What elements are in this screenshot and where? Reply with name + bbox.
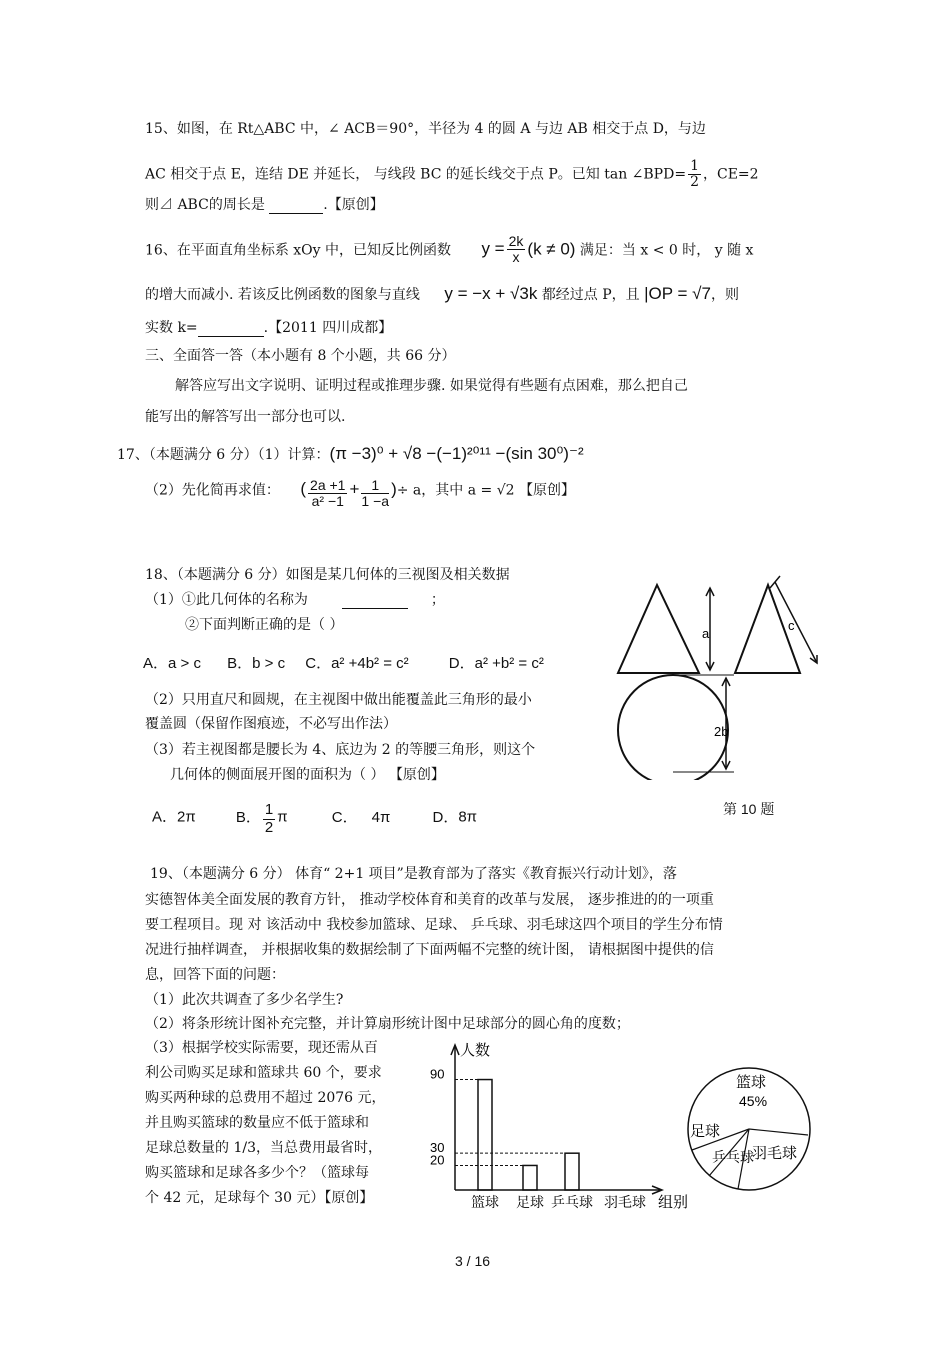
pie-label-pingpong: 乒乓球 <box>712 1149 754 1165</box>
q16-line1-end: 满足：当 x < 0 时， y 随 x <box>579 242 754 259</box>
three-view-figure <box>610 570 830 780</box>
q17-expression: (π −3)⁰ + √8 −(−1)²⁰¹¹ −(sin 30⁰)⁻² <box>329 444 584 463</box>
q15-answer-blank[interactable] <box>269 199 323 214</box>
q18-ans-c: 4π <box>371 808 391 826</box>
q19-sub3-l6: 购买篮球和足球各多少个？（篮球每 <box>145 1165 369 1181</box>
q18-ans-b-den: 2 <box>264 818 274 836</box>
q18-ans-b-num: 1 <box>264 801 274 818</box>
bar-2 <box>565 1153 579 1190</box>
slant-tick-top <box>770 576 780 588</box>
top-view-circle <box>618 675 728 780</box>
q15-line3 <box>145 197 384 214</box>
q16-line-eq: y = −x + √3k <box>444 284 538 303</box>
q19-sub2: （2）将条形统计图补充完整，并计算扇形统计图中足球部分的圆心角的度数； <box>145 1016 630 1032</box>
q18-answers <box>152 802 477 836</box>
q18-line6: 覆盖圆（保留作图痕迹，不必写出作法） <box>145 716 397 732</box>
q18-line2 <box>145 592 445 609</box>
q16-func-den: x <box>512 249 520 266</box>
q19-sub3-l2: 利公司购买足球和篮球共 60 个，要求 <box>145 1065 382 1081</box>
q18-line1: 18、（本题满分 6 分）如图是某几何体的三视图及相关数据 <box>145 567 510 583</box>
q16-line2-mid: 都经过点 P，且 <box>541 287 640 303</box>
q15-frac-den: 2 <box>690 174 699 191</box>
q17-line1-text: 17、（本题满分 6 分）（1）计算： <box>117 447 330 463</box>
q19-line4: 况进行抽样调查， 并根据收集的数据绘制了下面两幅不完整的统计图， 请根据图中提供的信 <box>145 942 714 958</box>
q16-answer-blank[interactable] <box>198 322 264 337</box>
q18-ans-d: 8π <box>458 808 478 826</box>
front-view-triangle <box>618 585 699 673</box>
pie-pct-basketball: 45% <box>739 1093 768 1109</box>
q15-line3-text: 则⊿ ABC的周长是 <box>145 197 265 213</box>
q16-line3-end: .【2011 四川成都】 <box>263 320 393 336</box>
q15-line1: 15、如图，在 Rt△ABC 中，∠ ACB＝90°，半径为 4 的圆 A 与边 AB 相交于点 D，与边 <box>145 121 706 137</box>
q18-ans-b-frac <box>263 802 275 836</box>
q15-fraction <box>688 159 701 191</box>
pie-label-football: 足球 <box>690 1123 721 1140</box>
q19-sub3-l7: 个 42 元，足球每个 30 元）【原创】 <box>145 1190 374 1206</box>
q17-frac1 <box>308 478 347 510</box>
label-2b: 2b <box>714 724 729 739</box>
bar-1 <box>523 1165 537 1190</box>
q18-ans-b-label: B． <box>235 808 261 826</box>
q18-ans-a-label: A． <box>152 808 178 826</box>
q19-line1: 19、（本题满分 6 分） 体育“ 2+1 项目”是教育部为了落实《教育振兴行动计划》，落 <box>150 866 677 882</box>
q17-line2-end: ÷ a，其中 a = √2 【原创】 <box>396 482 575 499</box>
q17-line2-text: （2）先化简再求值： <box>145 482 280 499</box>
pie-label-badminton: 羽毛球 <box>752 1145 798 1162</box>
q16-line3 <box>145 320 392 337</box>
figure-caption: 第 10 题 <box>723 801 775 817</box>
q17-frac1-den: a² −1 <box>311 493 344 510</box>
q15-line3-end: .【原创】 <box>323 197 384 213</box>
q18-line2-text: （1）①此几何体的名称为 <box>145 592 308 608</box>
q17-plus: + <box>349 479 360 499</box>
q18-ans-c-label: C． <box>331 808 358 826</box>
bar-chart <box>420 1035 700 1220</box>
q18-line5: （2）只用直尺和圆规，在主视图中做出能覆盖此三角形的最小 <box>145 692 532 708</box>
q19-line3: 要工程项目。现 对 该活动中 我校参加篮球、足球、 乒乓球、羽毛球这四个项目的学生分布情 <box>145 917 723 933</box>
bar-category-label-0: 篮球 <box>471 1194 499 1210</box>
q18-option-d: D．a² +b² = c² <box>448 655 544 672</box>
q17-close-paren: ) <box>391 479 397 499</box>
q16-op-eq: |OP = √7 <box>644 284 711 303</box>
page-number: 3 / 16 <box>455 1253 491 1269</box>
bar-tick-label-0: 20 <box>430 1152 445 1168</box>
q19-sub3-l3: 购买两种球的总费用不超过 2076 元， <box>145 1090 386 1106</box>
q15-frac-num: 1 <box>690 158 699 174</box>
bar-0 <box>478 1080 492 1190</box>
q18-ans-a: 2π <box>177 808 196 826</box>
q16-line1 <box>145 234 753 266</box>
label-c: c <box>788 618 795 633</box>
q16-line2-end: ，则 <box>710 287 739 303</box>
q18-line3: ②下面判断正确的是（ ） <box>185 617 344 633</box>
q15-line2-text: AC 相交于点 E，连结 DE 并延长， 与线段 BC 的延长线交于点 P。已知 tan ∠BPD= <box>145 166 687 183</box>
q17-line2 <box>145 478 575 510</box>
q17-frac2-den: 1 −a <box>361 493 390 510</box>
q19-line5: 息，回答下面的问题： <box>145 967 285 983</box>
bar-tick-label-1: 30 <box>430 1140 445 1156</box>
q16-func-y: y = <box>481 239 505 259</box>
q16-line2-text: 的增大而减小. 若该反比例函数的图象与直线 <box>145 287 420 303</box>
q16-line2 <box>145 284 739 304</box>
q16-func-num: 2k <box>508 233 524 249</box>
pie-label-basketball: 篮球 <box>736 1074 767 1091</box>
q19-line2: 实德智体美全面发展的教育方针， 推动学校体育和美育的改革与发展， 逐步推进的的一项重 <box>145 892 714 908</box>
q18-ans-d-label: D． <box>432 808 459 826</box>
q18-line2-end: ； <box>430 592 445 608</box>
bar-category-label-1: 足球 <box>516 1194 544 1210</box>
q16-line3-text: 实数 k= <box>145 320 198 336</box>
bar-category-label-2: 乒乓球 <box>551 1194 593 1210</box>
q16-line1-text: 16、在平面直角坐标系 xOy 中，已知反比例函数 <box>145 242 451 259</box>
q18-option-b: B．b > c <box>227 655 286 672</box>
section3-instruction-2: 能写出的解答写出一部分也可以. <box>145 409 346 425</box>
q19-sub3-l5: 足球总数量的 1/3，当总费用最省时， <box>145 1140 382 1156</box>
q17-frac2 <box>361 478 389 510</box>
q17-frac2-num: 1 <box>361 478 389 494</box>
label-a: a <box>702 626 710 641</box>
q17-line1 <box>117 444 584 464</box>
q18-line8: 几何体的侧面展开图的面积为（ ） 【原创】 <box>170 767 445 783</box>
q19-sub1: （1）此次共调查了多少名学生? <box>145 992 344 1008</box>
section3-title: 三、全面答一答（本小题有 8 个小题，共 66 分） <box>145 348 456 364</box>
q16-func-frac <box>507 234 526 266</box>
bar-category-label-3: 羽毛球 <box>604 1194 646 1210</box>
q18-option-c: C．a² +4b² = c² <box>305 655 409 672</box>
q15-line2 <box>145 159 759 191</box>
q18-ans-b-pi: π <box>277 808 288 826</box>
q16-func-cond: (k ≠ 0) <box>527 239 576 259</box>
bar-x-label: 组别 <box>658 1194 689 1211</box>
q18-option-a: A．a > c <box>143 655 201 672</box>
q19-sub3-l1: （3）根据学校实际需要，现还需从百 <box>145 1040 378 1056</box>
pie-divider-2 <box>749 1129 808 1135</box>
q17-open-paren: ( <box>300 479 307 499</box>
q15-line2-end: ，CE=2 <box>702 166 759 183</box>
q19-sub3-l4: 并且购买篮球的数量应不低于篮球和 <box>145 1115 369 1131</box>
q18-line7: （3）若主视图都是腰长为 4、底边为 2 的等腰三角形，则这个 <box>145 742 536 758</box>
bar-tick-label-2: 90 <box>430 1066 445 1082</box>
q17-frac1-num: 2a +1 <box>310 477 346 493</box>
section3-instruction-1: 解答应写出文字说明、证明过程或推理步骤. 如果觉得有些题有点困难，那么把自己 <box>175 378 688 394</box>
q18-name-blank[interactable] <box>342 594 408 609</box>
q18-options <box>143 655 544 673</box>
bar-y-label: 人数 <box>460 1042 491 1059</box>
pie-chart <box>686 1060 816 1200</box>
